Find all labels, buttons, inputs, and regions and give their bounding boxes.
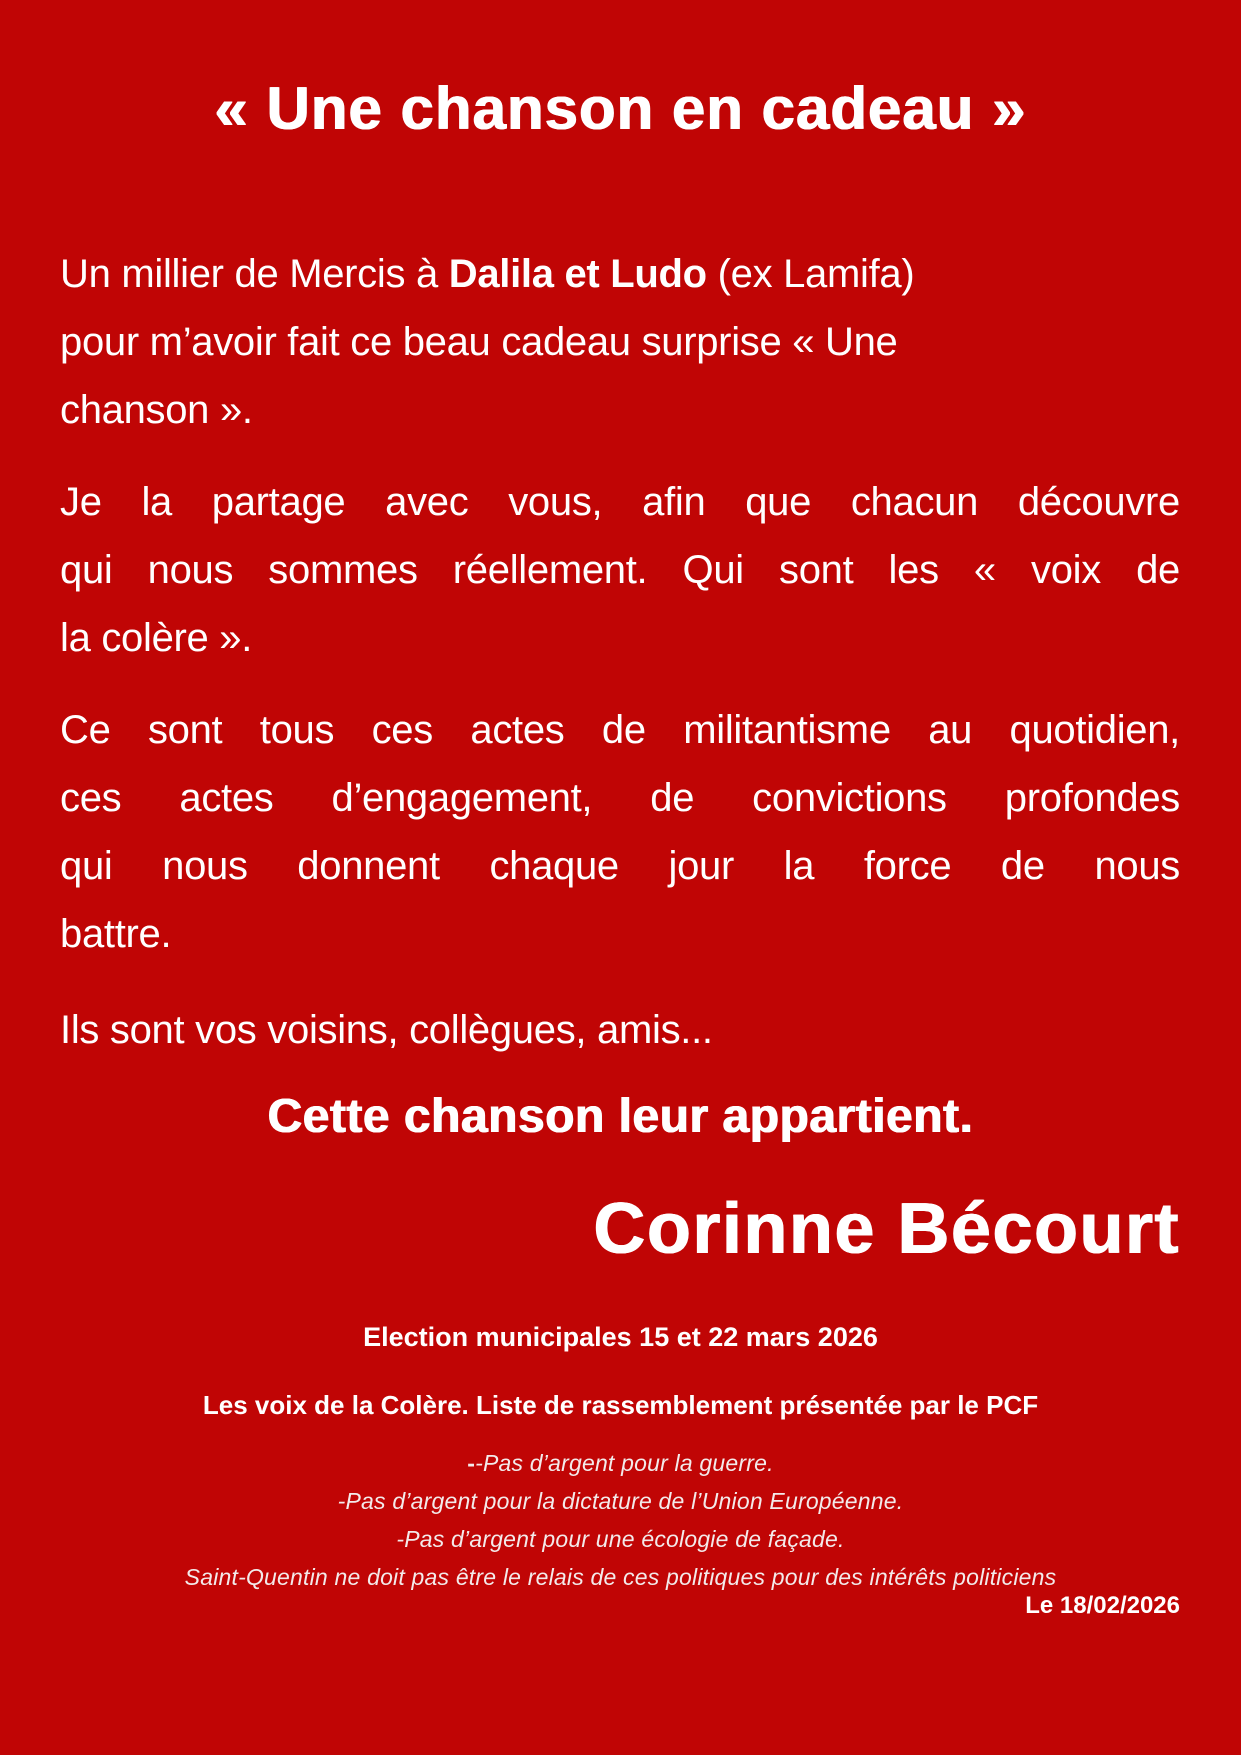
text-line: ces actes d’engagement, de convictions profondes [60, 776, 1180, 820]
names-bold: Dalila et Ludo [448, 252, 707, 296]
emphasis-line: Cette chanson leur appartient. [267, 1090, 974, 1143]
slogan-text: -Pas d’argent pour la guerre. [475, 1450, 774, 1476]
date-line: Le 18/02/2026 [1025, 1592, 1180, 1619]
signature-name: Corinne Bécourt [593, 1189, 1180, 1269]
slogan-saint-quentin: Saint-Quentin ne doit pas être le relais de ces politiques pour des intérêts politiciens [184, 1564, 1057, 1590]
text-line: qui nous donnent chaque jour la force de nous [60, 844, 1180, 888]
text-line: Ce sont tous ces actes de militantisme au quotidien, [60, 708, 1180, 752]
flyer-title: « Une chanson en cadeau » [214, 75, 1027, 142]
text-line: Je la partage avec vous, afin que chacun découvre [60, 480, 1180, 524]
text-line: battre. [60, 912, 172, 956]
slogan-guerre [0, 1444, 1241, 1482]
text-line: la colère ». [60, 616, 253, 660]
paragraph-thanks [60, 240, 1180, 444]
thanks-pre: Un millier de Mercis à [60, 252, 449, 296]
election-line: Election municipales 15 et 22 mars 2026 [363, 1322, 878, 1352]
text-line: qui nous sommes réellement. Qui sont les « voix de [60, 548, 1180, 592]
thanks-post: (ex Lamifa) [706, 252, 915, 296]
text-line [60, 240, 1180, 308]
list-line: Les voix de la Colère. Liste de rassemblement présentée par le PCF [202, 1390, 1039, 1420]
slogan-dictature: -Pas d’argent pour la dictature de l’Union Européenne. [337, 1488, 904, 1514]
paragraph-acts [60, 696, 1180, 968]
text-line: Ils sont vos voisins, collègues, amis... [60, 1008, 713, 1052]
paragraph-share [60, 468, 1180, 672]
paragraph-neighbors [60, 996, 1180, 1064]
slogan-bold-dash: - [467, 1450, 476, 1476]
text-line: pour m’avoir fait ce beau cadeau surprise « Une [60, 320, 898, 364]
slogans-block [0, 1444, 1241, 1596]
text-line: chanson ». [60, 388, 253, 432]
slogan-ecologie: -Pas d’argent pour une écologie de façade. [396, 1526, 845, 1552]
